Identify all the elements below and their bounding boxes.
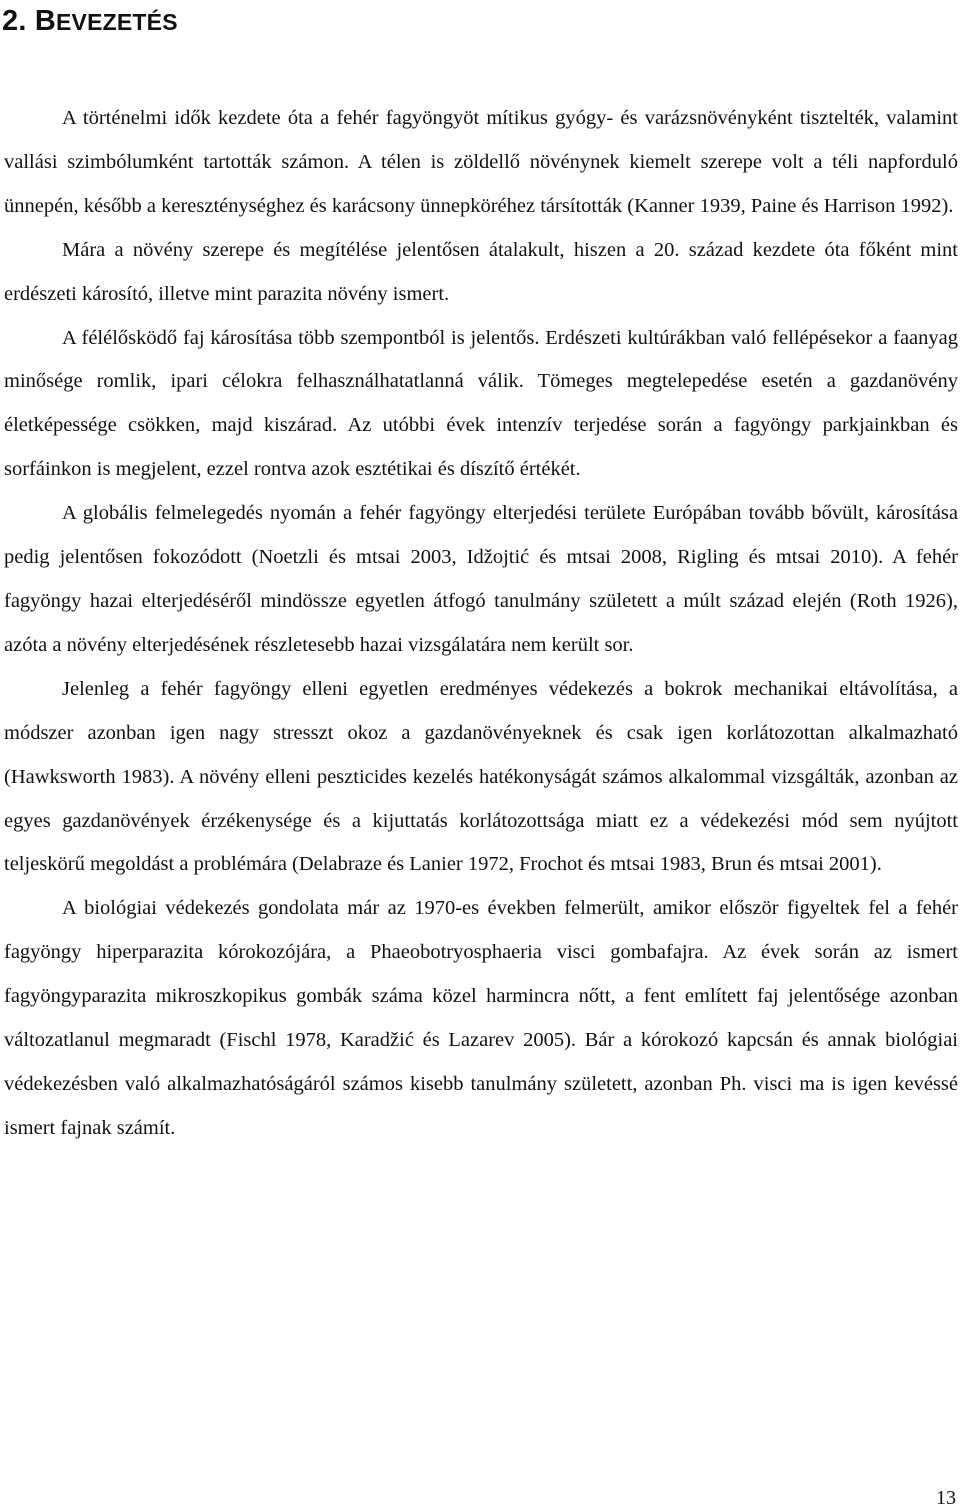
section-heading — [2, 4, 178, 39]
heading-rest: EVEZETÉS — [56, 9, 178, 35]
paragraph-damage: A félélősködő faj károsítása több szempontból is jelentős. Erdészeti kultúrákban való fellépésekor a faanyag minősége romlik, ipari célokra felhasználhatatlanná válik. Tömeges megtelepedése esetén a gazdanövény életképessége csökken, majd kiszárad. Az utóbbi évek intenzív terjedése során a fagyöngy parkjainkban és sorfáinkon is megjelent, ezzel rontva azok esztétikai és díszítő értékét. — [4, 326, 958, 481]
body-text — [4, 97, 958, 1151]
paragraph-control: Jelenleg a fehér fagyöngy elleni egyetlen eredményes védekezés a bokrok mechanikai eltávolítása, a módszer azonban igen nagy stresszt okoz a gazdanövényeknek és csak igen korlátozottan alkalmazható (Hawksworth 1983). A növény elleni peszticides kezelés hatékonyságát számos alkalommal vizsgálták, azonban az egyes gazdanövények érzékenysége és a kijuttatás korlátozottsága miatt ez a védekezési mód sem nyújtott teljeskörű megoldást a problémára (Delabraze és Lanier 1972, Frochot és mtsai 1983, Brun és mtsai 2001). — [4, 677, 958, 876]
paragraph-biological-control: A biológiai védekezés gondolata már az 1970-es években felmerült, amikor először figyeltek fel a fehér fagyöngy hiperparazita kórokozójára, a Phaeobotryosphaeria visci gombafajra. Az évek során az ismert fagyöngyparazita mikroszkopikus gombák száma közel harmincra nőtt, a fent említett faj jelentősége azonban változatlanul megmaradt (Fischl 1978, Karadžić és Lazarev 2005). Bár a kórokozó kapcsán és annak biológiai védekezésben való alkalmazhatóságáról számos kisebb tanulmány született, azonban Ph. visci ma is igen kevéssé ismert fajnak számít. — [4, 897, 958, 1139]
section-number: 2. — [2, 5, 27, 37]
paragraph-intro: A történelmi idők kezdete óta a fehér fagyöngyöt mítikus gyógy- és varázsnövényként tisztelték, valamint vallási szimbólumként tartották számon. A télen is zöldellő növénynek kiemelt szerepe volt a téli napforduló ünnepén, később a kereszténységhez és karácsony ünnepköréhez társították (Kanner 1939, Paine és Harrison 1992). — [4, 107, 958, 217]
paragraph-role-change: Mára a növény szerepe és megítélése jelentősen átalakult, hiszen a 20. század kezdete óta főként mint erdészeti károsító, illetve mint parazita növény ismert. — [4, 238, 958, 305]
page-number: 13 — [936, 1487, 956, 1509]
heading-initial: B — [34, 5, 57, 37]
paragraph-global-warming: A globális felmelegedés nyomán a fehér fagyöngy elterjedési területe Európában tovább bővült, károsítása pedig jelentősen fokozódott (Noetzli és mtsai 2003, Idžojtić és mtsai 2008, Rigling és mtsai 2010). A fehér fagyöngy hazai elterjedéséről mindössze egyetlen átfogó tanulmány született a múlt század elején (Roth 1926), azóta a növény elterjedésének részletesebb hazai vizsgálatára nem került sor. — [4, 502, 958, 656]
